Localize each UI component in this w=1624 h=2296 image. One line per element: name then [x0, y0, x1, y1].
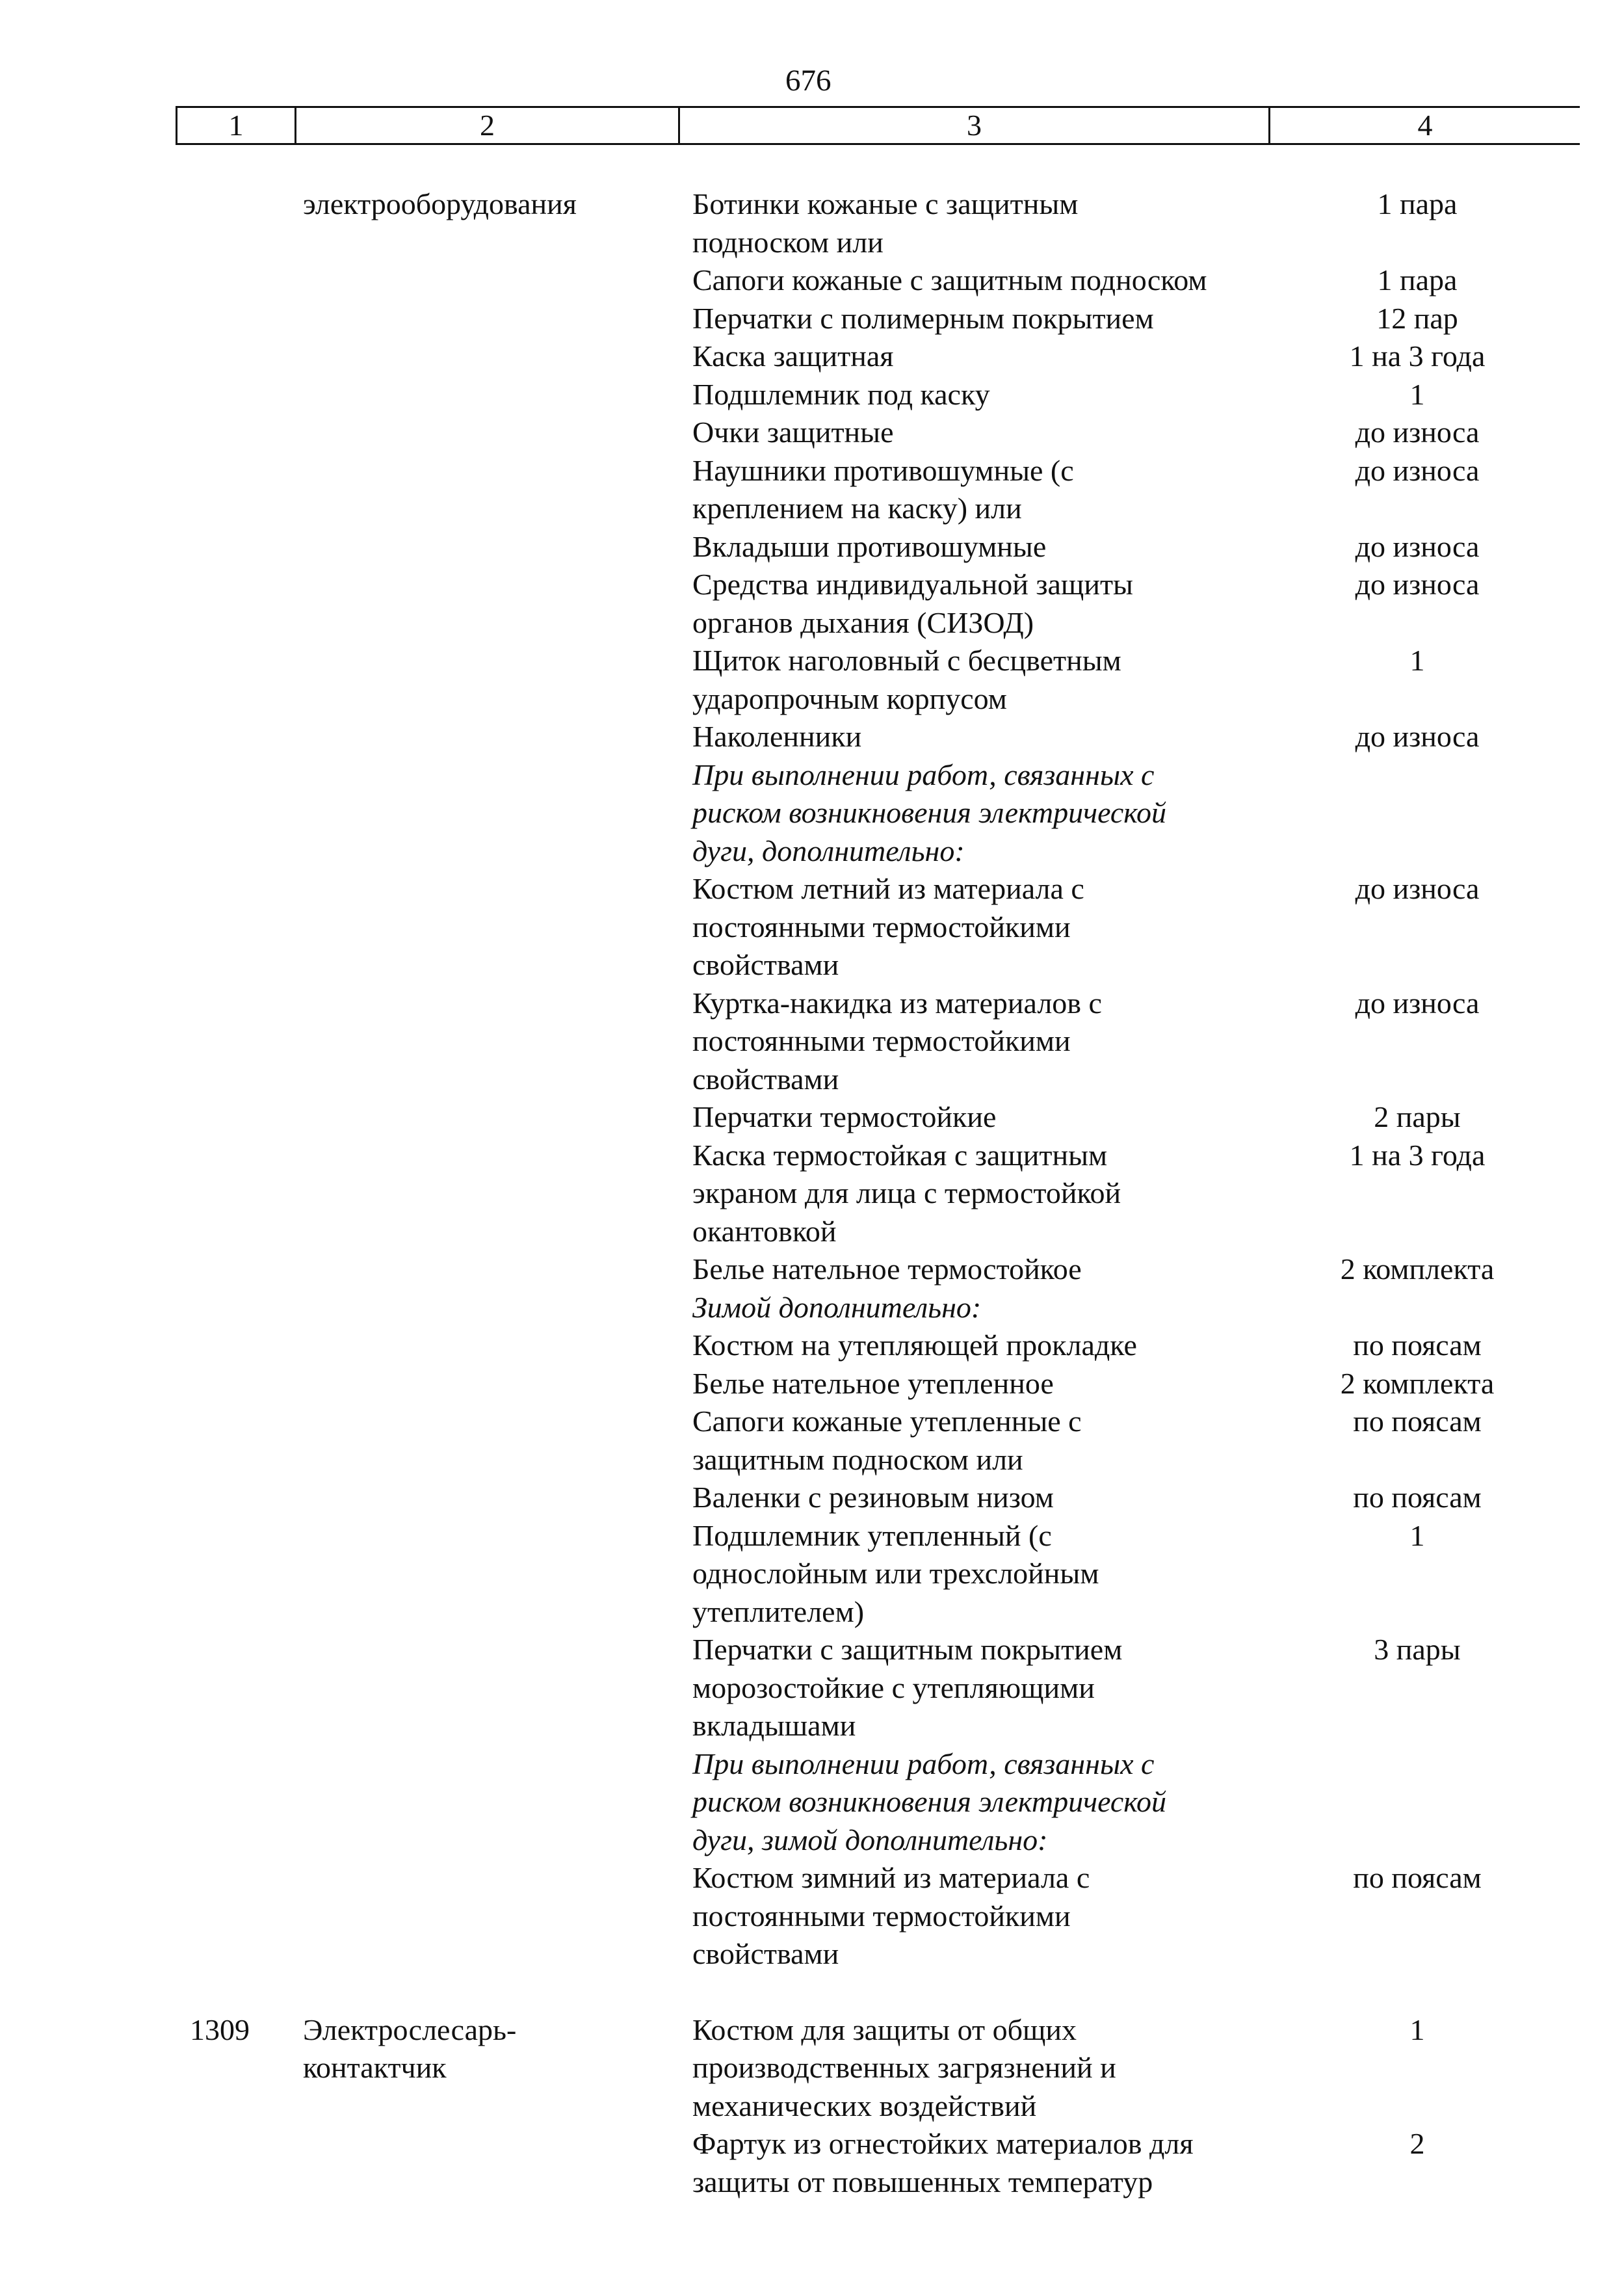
ppe-item-text: креплением на каску) или: [692, 492, 1022, 525]
header-col-2: 2: [296, 108, 680, 143]
issue-norm: по поясам: [1353, 1328, 1482, 1362]
ppe-item-text: Средства индивидуальной защиты: [692, 568, 1133, 601]
ppe-item-text: подноском или: [692, 225, 884, 259]
issue-norm: 2 пары: [1374, 1100, 1461, 1133]
ppe-item-text: свойствами: [692, 948, 839, 981]
ppe-item-text: дуги, зимой дополнительно:: [692, 1823, 1048, 1856]
ppe-item-text: При выполнении работ, связанных с: [692, 1747, 1155, 1780]
issue-norm: до износа: [1355, 872, 1480, 905]
issue-norm: 1 пара: [1377, 263, 1458, 297]
ppe-item-text: производственных загрязнений и: [692, 2051, 1116, 2084]
profession-name: Электрослесарь-: [303, 2012, 517, 2046]
ppe-item-text: Наушники противошумные (с: [692, 453, 1074, 487]
issue-norm: 1 на 3 года: [1349, 339, 1486, 373]
ppe-item-text: Зимой дополнительно:: [692, 1290, 982, 1324]
issue-norm: 1: [1409, 377, 1425, 411]
issue-norm: до износа: [1355, 568, 1480, 601]
entry-number: 1309: [190, 2012, 250, 2046]
ppe-item-text: Сапоги кожаные утепленные с: [692, 1405, 1082, 1438]
profession-name: контактчик: [303, 2051, 447, 2084]
ppe-item-text: утеплителем): [692, 1594, 865, 1628]
header-col-4: 4: [1417, 109, 1433, 142]
ppe-item-text: экраном для лица с термостойкой: [692, 1176, 1121, 1209]
ppe-item-text: защитным подноском или: [692, 1442, 1023, 1476]
ppe-item-text: однослойным или трехслойным: [692, 1557, 1099, 1590]
ppe-item-text: Костюм зимний из материала с: [692, 1861, 1090, 1894]
issue-norm: до износа: [1355, 416, 1480, 449]
issue-norm: по поясам: [1353, 1481, 1482, 1514]
issue-norm: 1 пара: [1377, 187, 1458, 220]
ppe-item-text: Костюм на утепляющей прокладке: [692, 1328, 1137, 1362]
issue-norm: 1: [1409, 644, 1425, 677]
ppe-item-text: постоянными термостойкими: [692, 1024, 1071, 1057]
ppe-item-text: Куртка-накидка из материалов с: [692, 986, 1102, 1020]
issue-norm: до износа: [1355, 529, 1480, 563]
ppe-item-text: Белье нательное термостойкое: [692, 1252, 1082, 1286]
ppe-item-text: морозостойкие с утепляющими: [692, 1670, 1095, 1704]
ppe-item-text: свойствами: [692, 1937, 839, 1970]
ppe-item-text: Каска термостойкая с защитным: [692, 1138, 1108, 1172]
issue-norm: 12 пар: [1376, 301, 1458, 335]
ppe-item-text: Костюм летний из материала с: [692, 872, 1084, 905]
issue-norm: 1 на 3 года: [1349, 1138, 1486, 1172]
ppe-item-text: окантовкой: [692, 1214, 837, 1248]
ppe-item-text: Белье нательное утепленное: [692, 1366, 1054, 1400]
ppe-item-text: Валенки с резиновым низом: [692, 1481, 1054, 1514]
ppe-item-text: Перчатки с защитным покрытием: [692, 1633, 1123, 1666]
header-col-1: 1: [177, 108, 296, 143]
ppe-item-text: риском возникновения электрической: [692, 796, 1167, 829]
issue-norm: 3 пары: [1374, 1633, 1461, 1666]
profession-name: электрооборудования: [303, 187, 577, 220]
issue-norm: до износа: [1355, 720, 1480, 753]
issue-norm: 2: [1409, 2127, 1425, 2160]
ppe-item-text: защиты от повышенных температур: [692, 2165, 1153, 2198]
header-col-3: 3: [680, 108, 1270, 143]
issue-norm: 2 комплекта: [1340, 1252, 1495, 1286]
issue-norm: по поясам: [1353, 1861, 1482, 1894]
ppe-item-text: Подшлемник под каску: [692, 377, 990, 411]
ppe-item-text: вкладышами: [692, 1709, 856, 1742]
ppe-item-text: Перчатки термостойкие: [692, 1100, 997, 1133]
ppe-item-text: органов дыхания (СИЗОД): [692, 605, 1034, 639]
issue-norm: по поясам: [1353, 1405, 1482, 1438]
ppe-item-text: постоянными термостойкими: [692, 1899, 1071, 1933]
ppe-item-text: Фартук из огнестойких материалов для: [692, 2127, 1194, 2160]
table-header: [176, 106, 1580, 145]
ppe-item-text: риском возникновения электрической: [692, 1785, 1167, 1818]
issue-norm: до износа: [1355, 986, 1480, 1020]
ppe-item-text: При выполнении работ, связанных с: [692, 758, 1155, 791]
ppe-item-text: Перчатки с полимерным покрытием: [692, 301, 1154, 335]
ppe-item-text: Наколенники: [692, 720, 862, 753]
ppe-item-text: свойствами: [692, 1062, 839, 1096]
ppe-item-text: Сапоги кожаные с защитным подноском: [692, 263, 1207, 297]
issue-norm: до износа: [1355, 453, 1480, 487]
ppe-item-text: Костюм для защиты от общих: [692, 2012, 1077, 2046]
issue-norm: 1: [1409, 1518, 1425, 1552]
ppe-item-text: ударопрочным корпусом: [692, 681, 1007, 715]
ppe-item-text: Щиток наголовный с бесцветным: [692, 644, 1121, 677]
ppe-item-text: Каска защитная: [692, 339, 894, 373]
ppe-item-text: Ботинки кожаные с защитным: [692, 187, 1079, 220]
issue-norm: 1: [1409, 2012, 1425, 2046]
issue-norm: 2 комплекта: [1340, 1366, 1495, 1400]
ppe-item-text: Очки защитные: [692, 416, 894, 449]
ppe-item-text: постоянными термостойкими: [692, 910, 1071, 943]
ppe-item-text: дуги, дополнительно:: [692, 834, 965, 867]
ppe-item-text: Подшлемник утепленный (с: [692, 1518, 1052, 1552]
ppe-item-text: Вкладыши противошумные: [692, 529, 1047, 563]
ppe-item-text: механических воздействий: [692, 2089, 1037, 2122]
